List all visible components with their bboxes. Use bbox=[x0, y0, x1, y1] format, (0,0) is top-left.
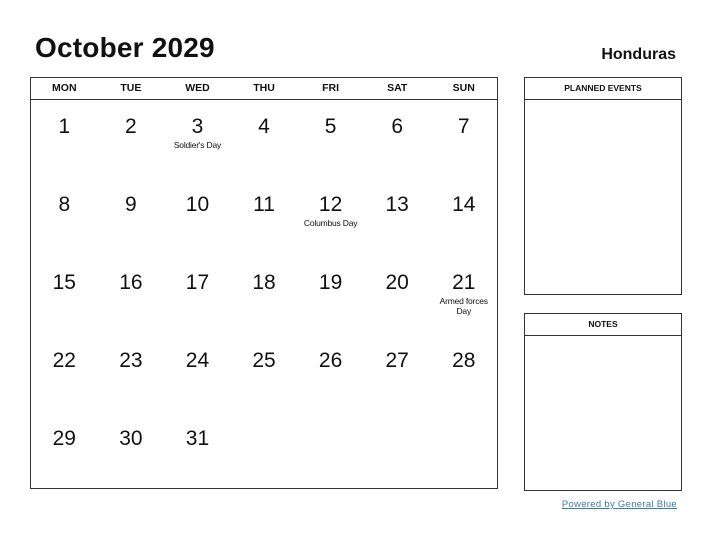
day-number: 22 bbox=[52, 349, 76, 372]
day-cell bbox=[98, 178, 165, 256]
day-cell bbox=[31, 256, 98, 334]
day-cell bbox=[430, 100, 497, 178]
day-number: 15 bbox=[52, 271, 76, 294]
day-number: 20 bbox=[385, 271, 409, 294]
country-label: Honduras bbox=[601, 46, 676, 63]
day-cell bbox=[231, 100, 298, 178]
day-cell bbox=[231, 178, 298, 256]
day-number: 8 bbox=[58, 193, 71, 216]
weeks-container bbox=[31, 100, 497, 490]
day-cell bbox=[364, 334, 431, 412]
day-number: 18 bbox=[252, 271, 276, 294]
day-cell bbox=[364, 100, 431, 178]
day-number: 4 bbox=[258, 115, 270, 138]
notes-panel bbox=[524, 313, 682, 491]
day-cell bbox=[297, 256, 364, 334]
day-cell bbox=[231, 334, 298, 412]
day-number: 28 bbox=[452, 349, 476, 372]
day-number: 31 bbox=[185, 427, 210, 450]
day-cell bbox=[430, 334, 497, 412]
day-number: 1 bbox=[58, 115, 71, 138]
day-cell bbox=[297, 178, 364, 256]
day-cell bbox=[164, 256, 231, 334]
weekday-thu: THU bbox=[253, 82, 275, 94]
day-cell bbox=[297, 100, 364, 178]
day-number: 24 bbox=[185, 349, 210, 372]
day-cell bbox=[98, 256, 165, 334]
day-cell bbox=[98, 100, 165, 178]
day-cell bbox=[364, 256, 431, 334]
week-row bbox=[31, 178, 497, 256]
day-number: 17 bbox=[185, 271, 210, 294]
week-row bbox=[31, 412, 497, 490]
day-number: 5 bbox=[324, 115, 337, 138]
day-cell bbox=[297, 334, 364, 412]
day-cell bbox=[297, 412, 364, 490]
day-cell bbox=[98, 412, 165, 490]
weekday-wed: WED bbox=[185, 82, 210, 94]
day-number: 29 bbox=[52, 427, 76, 450]
day-cell bbox=[231, 412, 298, 490]
day-number: 25 bbox=[252, 349, 276, 372]
day-cell bbox=[31, 100, 98, 178]
weekday-tue: TUE bbox=[120, 82, 142, 94]
week-row bbox=[31, 256, 497, 334]
weekday-fri: FRI bbox=[322, 82, 340, 94]
day-number: 27 bbox=[385, 349, 409, 372]
day-number: 3 bbox=[191, 115, 204, 138]
holiday-label: Columbus Day bbox=[303, 218, 358, 228]
day-number: 26 bbox=[318, 349, 343, 372]
weekday-sat: SAT bbox=[387, 82, 408, 94]
day-number: 10 bbox=[185, 193, 210, 216]
weekday-mon: MON bbox=[52, 82, 77, 94]
weekday-header-row bbox=[31, 78, 497, 100]
powered-by-link[interactable]: Powered by General Blue bbox=[561, 499, 677, 510]
day-cell bbox=[31, 412, 98, 490]
day-cell bbox=[164, 334, 231, 412]
notes-heading: NOTES bbox=[525, 314, 681, 336]
day-cell bbox=[31, 178, 98, 256]
day-number: 12 bbox=[318, 193, 343, 216]
calendar-grid bbox=[30, 77, 498, 489]
day-number: 30 bbox=[119, 427, 143, 450]
day-number: 7 bbox=[457, 115, 470, 138]
day-cell bbox=[164, 100, 231, 178]
day-cell bbox=[364, 412, 431, 490]
day-number: 19 bbox=[318, 271, 343, 294]
holiday-label: Armed forces Day bbox=[439, 296, 488, 316]
day-cell bbox=[164, 412, 231, 490]
day-cell bbox=[31, 334, 98, 412]
day-cell bbox=[430, 412, 497, 490]
week-row bbox=[31, 100, 497, 178]
day-cell bbox=[164, 178, 231, 256]
page-title: October 2029 bbox=[35, 32, 215, 63]
planned-events-panel bbox=[524, 77, 682, 295]
weekday-sun: SUN bbox=[452, 82, 475, 94]
week-row bbox=[31, 334, 497, 412]
day-number: 14 bbox=[452, 193, 476, 216]
day-cell bbox=[231, 256, 298, 334]
day-number: 21 bbox=[452, 271, 476, 294]
day-number: 11 bbox=[253, 193, 275, 216]
day-number: 13 bbox=[385, 193, 409, 216]
day-cell bbox=[430, 178, 497, 256]
day-number: 6 bbox=[391, 115, 404, 138]
day-cell bbox=[364, 178, 431, 256]
day-cell bbox=[430, 256, 497, 334]
day-number: 9 bbox=[125, 193, 137, 216]
holiday-label: Soldier's Day bbox=[173, 140, 222, 150]
day-cell bbox=[98, 334, 165, 412]
day-number: 23 bbox=[119, 349, 143, 372]
day-number: 16 bbox=[119, 271, 143, 294]
planned-events-heading: PLANNED EVENTS bbox=[525, 78, 681, 100]
day-number: 2 bbox=[125, 115, 137, 138]
